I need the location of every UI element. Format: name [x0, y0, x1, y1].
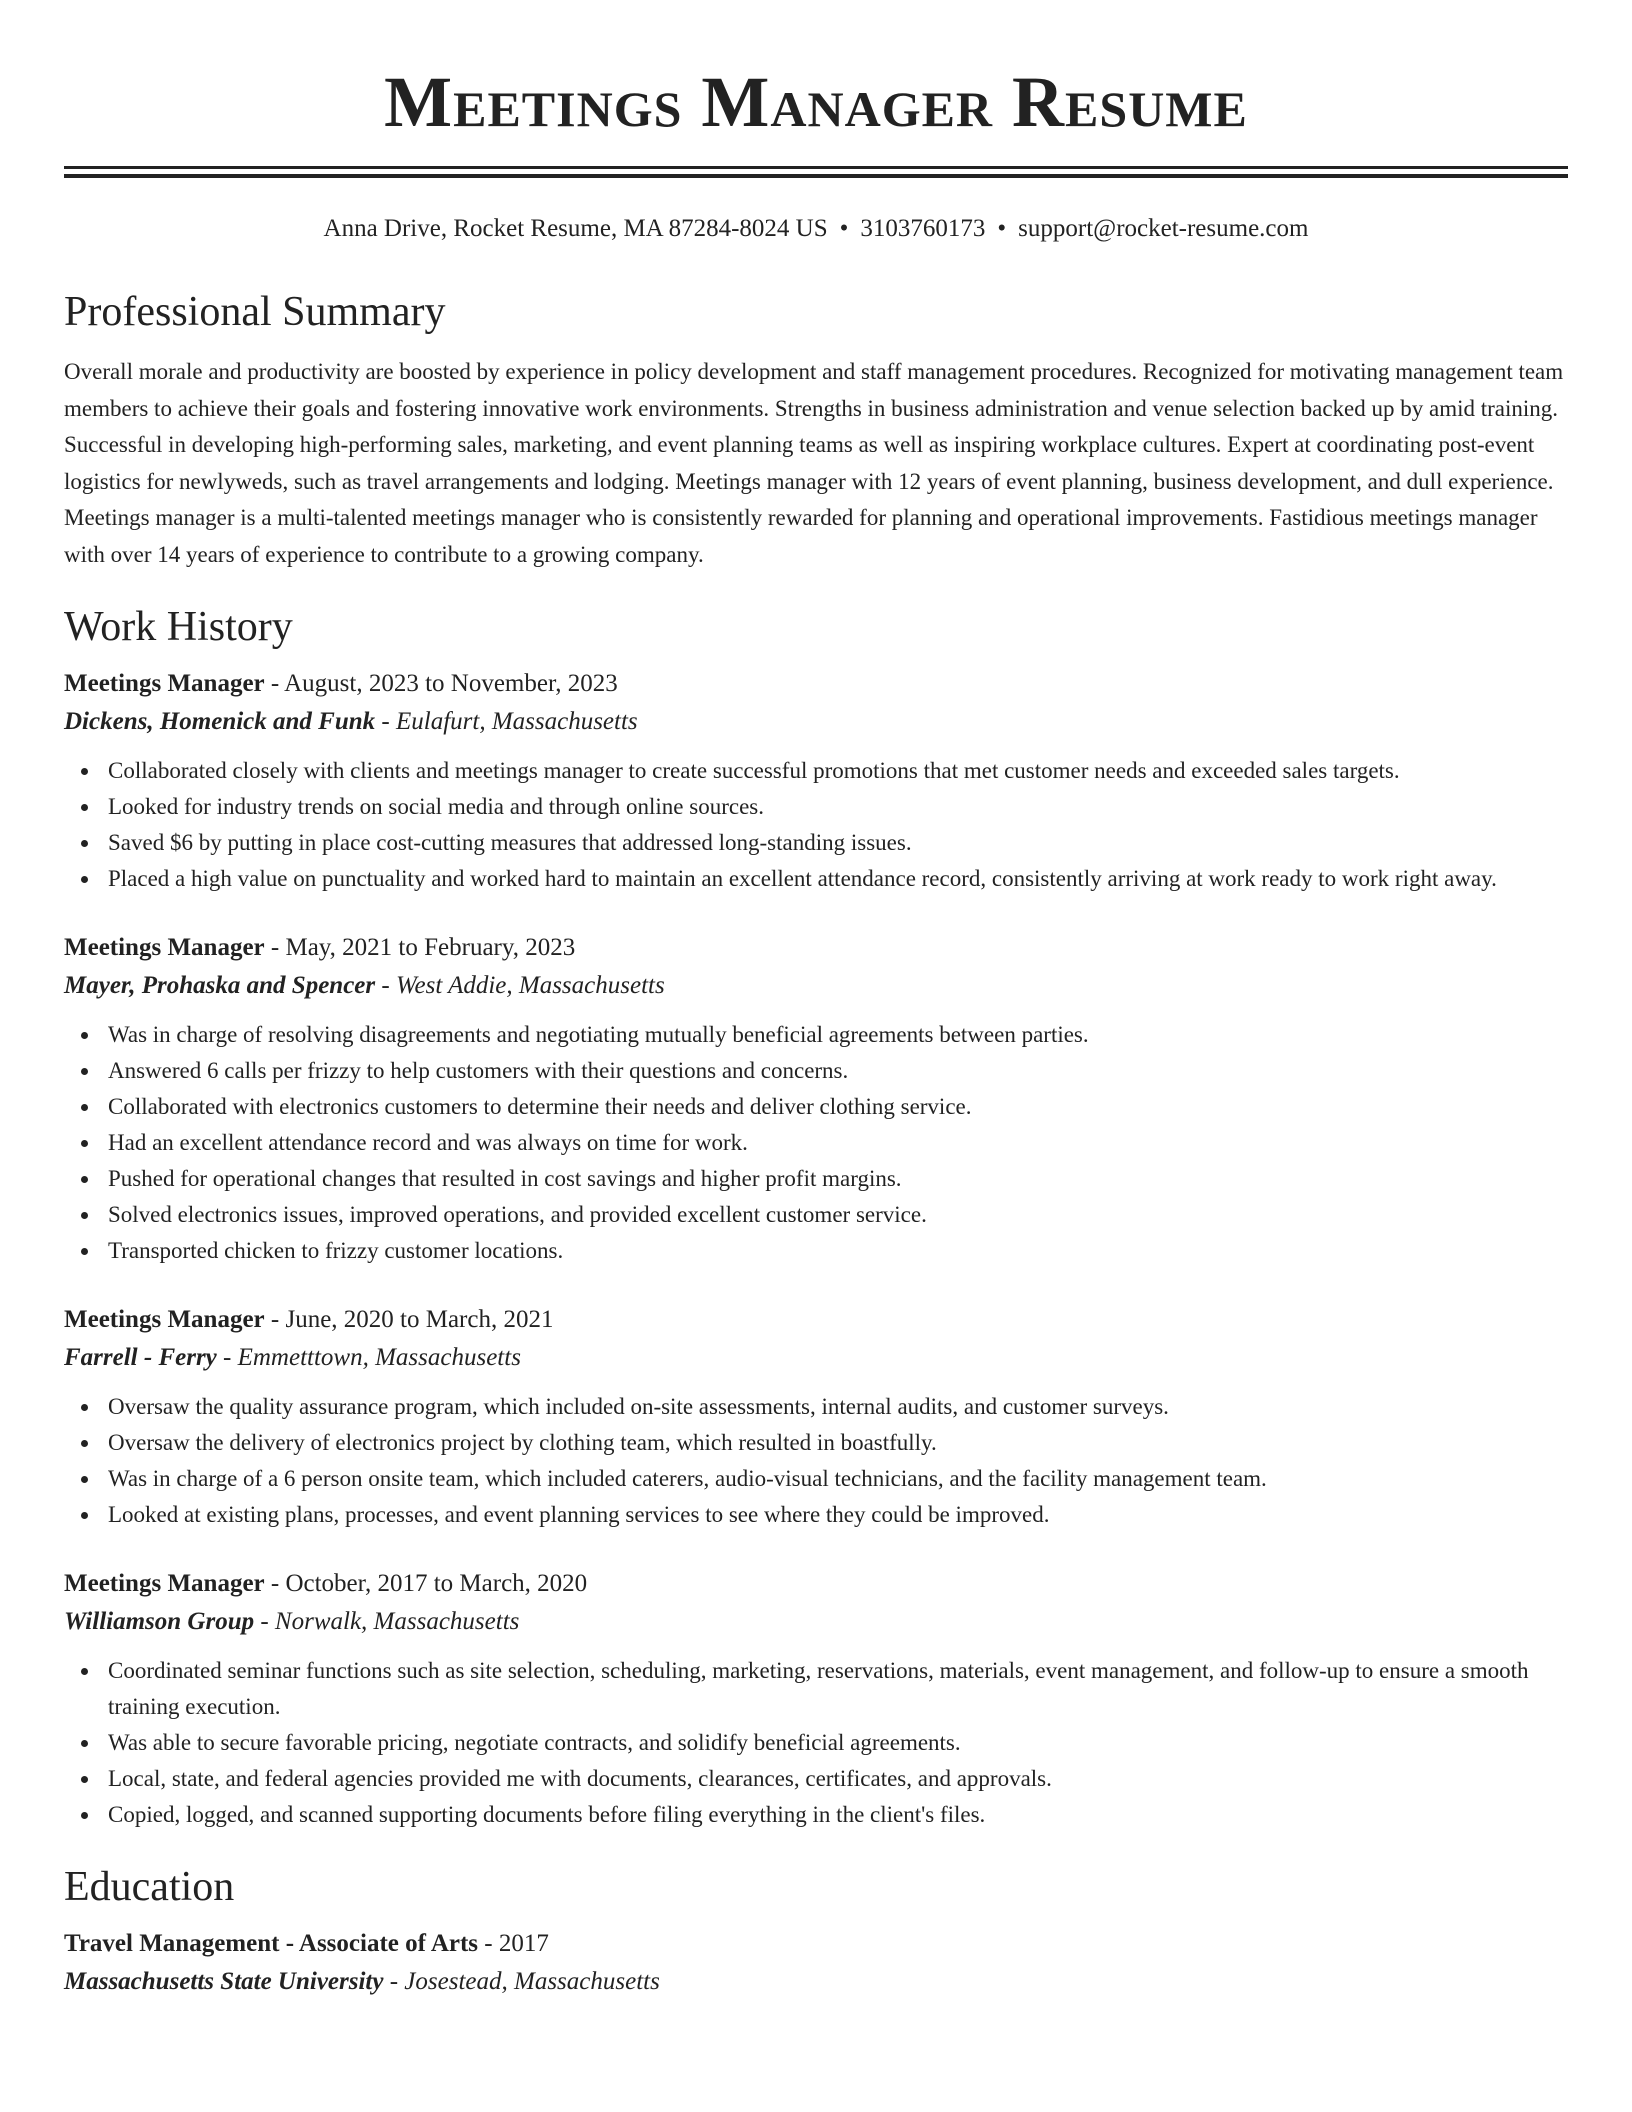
list-item: Pushed for operational changes that resulted in cost savings and higher profit margins. [108, 1161, 1568, 1197]
job-role: Meetings Manager [64, 1570, 265, 1597]
job-company: Mayer, Prohaska and Spencer [64, 972, 376, 999]
list-item: Answered 6 calls per frizzy to help customers with their questions and concerns. [108, 1053, 1568, 1089]
job-company-line [64, 967, 1568, 1005]
job-bullets [64, 1017, 1568, 1269]
job-title-line [64, 1565, 1568, 1603]
job-location: - West Addie, Massachusetts [375, 972, 665, 999]
job-title-line [64, 1301, 1568, 1339]
list-item: Was in charge of resolving disagreements and negotiating mutually beneficial agreements between parties. [108, 1017, 1568, 1053]
list-item: Collaborated closely with clients and meetings manager to create successful promotions that met customer needs and exceeded sales targets. [108, 753, 1568, 789]
contact-separator: • [839, 215, 849, 242]
job-bullets [64, 1653, 1568, 1833]
list-item: Looked for industry trends on social media and through online sources. [108, 789, 1568, 825]
summary-text: Overall morale and productivity are boosted by experience in policy development and staff management procedures. Recognized for motivating management team members to achieve their goals and fostering innovative work environments. Strengths in business administration and venue selection backed up by amid training. Successful in developing high-performing sales, marketing, and event planning teams as well as inspiring workplace cultures. Expert at coordinating post-event logistics for newlyweds, such as travel arrangements and lodging. Meetings manager with 12 years of event planning, business development, and dull experience. Meetings manager is a multi-talented meetings manager who is consistently rewarded for planning and operational improvements. Fastidious meetings manager with over 14 years of experience to contribute to a growing company. [64, 359, 1564, 567]
title-double-rule [64, 166, 1568, 178]
list-item: Saved $6 by putting in place cost-cutting measures that addressed long-standing issues. [108, 825, 1568, 861]
education-location: - Josestead, Massachusetts [383, 1968, 660, 1995]
list-item: Placed a high value on punctuality and worked hard to maintain an excellent attendance record, consistently arriving at work ready to work right away. [108, 861, 1568, 897]
job-entry [64, 1301, 1568, 1533]
list-item: Coordinated seminar functions such as site selection, scheduling, marketing, reservations, materials, event management, and follow-up to ensure a smooth training execution. [108, 1653, 1568, 1725]
list-item: Solved electronics issues, improved operations, and provided excellent customer service. [108, 1197, 1568, 1233]
contact-address: Anna Drive, Rocket Resume, MA 87284-8024 US [323, 215, 828, 242]
list-item: Was able to secure favorable pricing, negotiate contracts, and solidify beneficial agreements. [108, 1725, 1568, 1761]
work-history-heading: Work History [64, 604, 293, 650]
resume-title: Meetings Manager Resume [384, 62, 1248, 142]
job-location: - Eulafurt, Massachusetts [375, 708, 638, 735]
job-role: Meetings Manager [64, 670, 265, 697]
job-bullets [64, 753, 1568, 897]
list-item: Copied, logged, and scanned supporting documents before filing everything in the client's files. [108, 1797, 1568, 1833]
list-item: Oversaw the quality assurance program, which included on-site assessments, internal audits, and customer surveys. [108, 1389, 1568, 1425]
job-location: - Emmetttown, Massachusetts [216, 1344, 521, 1371]
job-title-line [64, 929, 1568, 967]
education-year: - 2017 [478, 1930, 549, 1957]
education-heading: Education [64, 1864, 235, 1910]
list-item: Collaborated with electronics customers to determine their needs and deliver clothing service. [108, 1089, 1568, 1125]
list-item: Had an excellent attendance record and was always on time for work. [108, 1125, 1568, 1161]
list-item: Looked at existing plans, processes, and event planning services to see where they could be improved. [108, 1497, 1568, 1533]
job-company: Williamson Group [64, 1608, 255, 1635]
job-company: Farrell - Ferry [64, 1344, 217, 1371]
job-entry [64, 929, 1568, 1269]
job-dates: - June, 2020 to March, 2021 [264, 1306, 554, 1333]
job-entry [64, 1565, 1568, 1833]
job-list [64, 665, 1568, 1833]
job-company-line [64, 1603, 1568, 1641]
contact-line [64, 212, 1568, 246]
list-item: Was in charge of a 6 person onsite team, which included caterers, audio-visual technicians, and the facility management team. [108, 1461, 1568, 1497]
job-company: Dickens, Homenick and Funk [64, 708, 376, 735]
job-company-line [64, 703, 1568, 741]
list-item: Transported chicken to frizzy customer locations. [108, 1233, 1568, 1269]
job-role: Meetings Manager [64, 1306, 265, 1333]
job-location: - Norwalk, Massachusetts [254, 1608, 520, 1635]
job-dates: - August, 2023 to November, 2023 [264, 670, 618, 697]
job-role: Meetings Manager [64, 934, 265, 961]
contact-phone: 3103760173 [860, 215, 986, 242]
education-school: Massachusetts State University [64, 1968, 384, 1995]
job-bullets [64, 1389, 1568, 1533]
list-item: Oversaw the delivery of electronics project by clothing team, which resulted in boastfully. [108, 1425, 1568, 1461]
job-company-line [64, 1339, 1568, 1377]
education-school-line [64, 1963, 1568, 2001]
job-dates: - October, 2017 to March, 2020 [264, 1570, 588, 1597]
contact-separator: • [997, 215, 1007, 242]
education-degree: Travel Management - Associate of Arts [64, 1930, 479, 1957]
list-item: Local, state, and federal agencies provided me with documents, clearances, certificates, and approvals. [108, 1761, 1568, 1797]
job-title-line [64, 665, 1568, 703]
job-entry [64, 665, 1568, 897]
education-degree-line [64, 1925, 1568, 1963]
summary-heading: Professional Summary [64, 289, 446, 335]
contact-email: support@rocket-resume.com [1018, 215, 1309, 242]
job-dates: - May, 2021 to February, 2023 [264, 934, 576, 961]
